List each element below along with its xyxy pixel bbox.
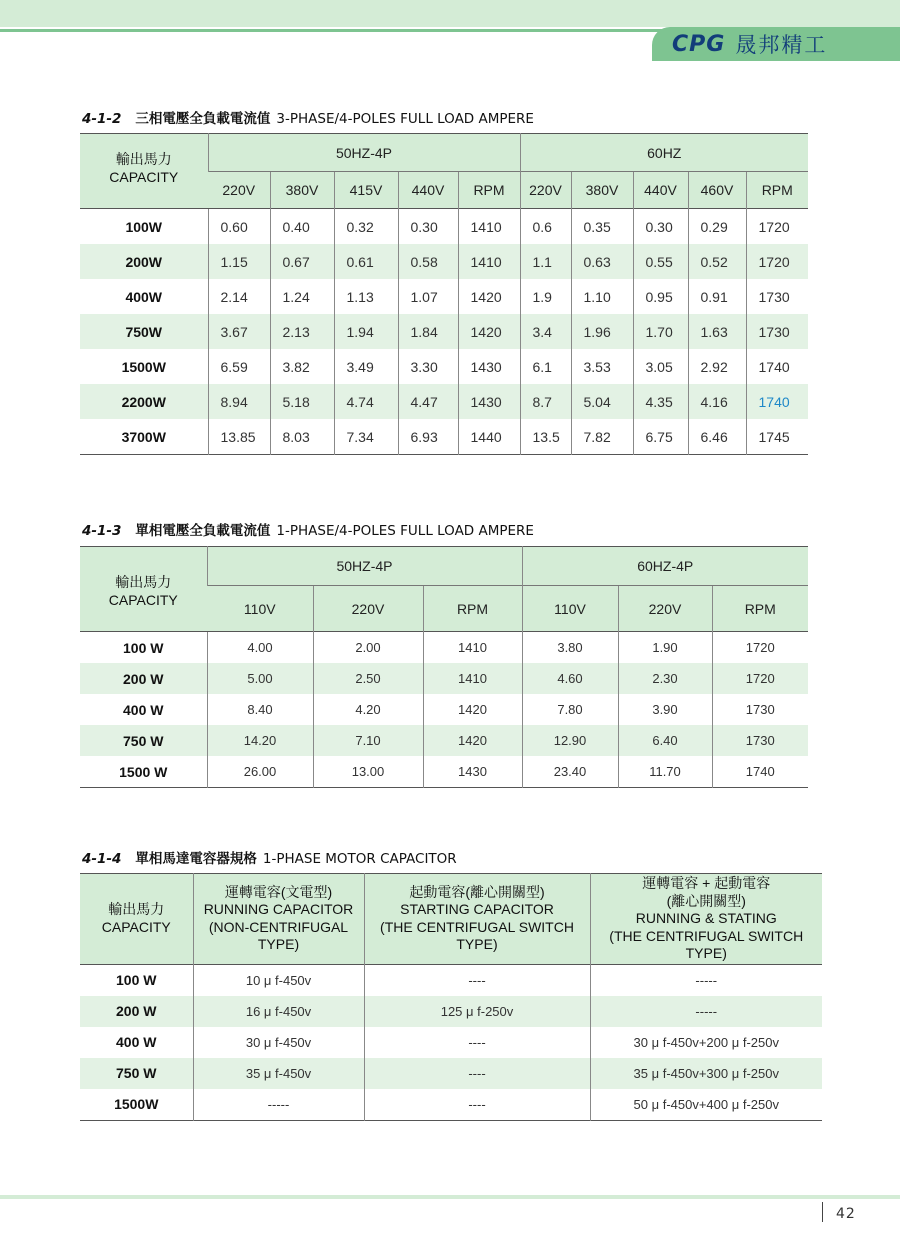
row-label: 400 W	[116, 1034, 157, 1050]
table-cell: 4.47	[398, 384, 458, 419]
table-cell: 7.10	[313, 725, 423, 756]
table-3phase-full-load	[80, 133, 808, 455]
table-cell: 1410	[423, 632, 522, 664]
row-label: 750 W	[80, 1058, 193, 1089]
section-title-zh: 單相馬達電容器規格	[135, 851, 257, 867]
table-cell: 0.52	[688, 244, 746, 279]
row-label: 200W	[80, 244, 208, 279]
section-title-zh: 三相電壓全負載電流值	[135, 111, 271, 127]
row-label: 1500W	[121, 358, 166, 375]
table-cell: 0.6	[520, 209, 571, 245]
footer-rule	[0, 1195, 900, 1199]
capacity-header-en: CAPACITY	[101, 918, 171, 935]
row-label: 100W	[80, 209, 208, 245]
table-row	[80, 209, 808, 245]
section-number: 4-1-3	[82, 523, 122, 539]
table-cell: 4.00	[207, 632, 313, 664]
table-cell: -----	[193, 1089, 364, 1121]
running-capacitor-header	[193, 874, 364, 965]
table-cell: 1745	[746, 419, 808, 455]
table-cell: 35 μ f-450v	[193, 1058, 364, 1089]
table-cell: 6.40	[618, 725, 712, 756]
table-cell: 1.07	[398, 279, 458, 314]
group-header-60hz: 60HZ	[520, 134, 808, 172]
table-cell: -----	[590, 964, 822, 996]
table-cell: 7.82	[571, 419, 633, 455]
row-label: 2200W	[80, 384, 208, 419]
table-cell: 30 μ f-450v+200 μ f-250v	[590, 1027, 822, 1058]
header-line: 運轉電容(文電型)	[224, 883, 333, 900]
table-row	[80, 1058, 822, 1089]
brand-logo: CPG	[672, 31, 726, 57]
table-cell: 2.14	[208, 279, 270, 314]
capacity-header-zh: 輸出馬力	[108, 901, 165, 918]
table-cell: 1.24	[270, 279, 334, 314]
row-label: 100 W	[80, 964, 193, 996]
table-cell: 0.67	[270, 244, 334, 279]
table-cell: 4.60	[522, 663, 618, 694]
table-cell: 2.00	[313, 632, 423, 664]
table-cell: 0.32	[334, 209, 398, 245]
table-cell: ----	[364, 1058, 590, 1089]
section-title-en: 1-PHASE/4-POLES FULL LOAD AMPERE	[276, 523, 534, 539]
table-cell: 0.58	[398, 244, 458, 279]
table-cell: 3.49	[334, 349, 398, 384]
table-cell: 1.10	[571, 279, 633, 314]
table-cell: ----	[364, 1027, 590, 1058]
table-cell: 4.35	[633, 384, 688, 419]
table-cell: 3.82	[270, 349, 334, 384]
table-cell: 3.90	[618, 694, 712, 725]
table-cell: 13.5	[520, 419, 571, 455]
table-cell: 4.20	[313, 694, 423, 725]
column-header: RPM	[746, 172, 808, 209]
header-line: 起動電容(離心開關型)	[409, 883, 545, 900]
table-cell: 3.80	[522, 632, 618, 664]
table-cell: 1420	[458, 314, 520, 349]
table-cell: 3.4	[520, 314, 571, 349]
table-cell: 1.13	[334, 279, 398, 314]
row-label: 3700W	[121, 428, 166, 445]
group-header-50hz: 50HZ-4P	[207, 547, 522, 586]
table-cell: ----	[364, 1089, 590, 1121]
table-cell: 50 μ f-450v+400 μ f-250v	[590, 1089, 822, 1121]
column-header: 220V	[520, 172, 571, 209]
capacity-header-zh: 輸出馬力	[115, 151, 172, 167]
table-cell: 8.40	[207, 694, 313, 725]
table-row	[80, 756, 808, 788]
table-cell: 0.95	[633, 279, 688, 314]
table-cell: 13.85	[208, 419, 270, 455]
row-label: 400W	[125, 288, 163, 305]
table-1phase-full-load	[80, 546, 808, 788]
capacity-header-en: CAPACITY	[108, 591, 178, 608]
page-number-divider	[822, 1202, 823, 1222]
table-cell: 1.84	[398, 314, 458, 349]
table-cell: 4.74	[334, 384, 398, 419]
table-row	[80, 632, 808, 664]
header-line: (離心開關型)	[666, 892, 746, 909]
table-cell: 30 μ f-450v	[193, 1027, 364, 1058]
table-row	[80, 279, 808, 314]
table-cell: 8.7	[520, 384, 571, 419]
header-band	[0, 0, 900, 27]
table-cell: 1.1	[520, 244, 571, 279]
starting-capacitor-header	[364, 874, 590, 965]
table-cell: 1430	[423, 756, 522, 788]
table-cell: 3.05	[633, 349, 688, 384]
table-row	[80, 694, 808, 725]
column-header: RPM	[712, 586, 808, 632]
table-cell: 1730	[712, 725, 808, 756]
table-cell: 1420	[458, 279, 520, 314]
brand-tab	[652, 27, 900, 61]
table-row	[80, 314, 808, 349]
table-cell: 1.63	[688, 314, 746, 349]
table-cell: 4.16	[688, 384, 746, 419]
header-line: STARTING CAPACITOR	[400, 901, 554, 918]
column-header: 220V	[313, 586, 423, 632]
row-label: 750 W	[80, 725, 207, 756]
capacity-header-zh: 輸出馬力	[115, 573, 172, 590]
table-cell: 1720	[712, 632, 808, 664]
header-line: (THE CENTRIFUGAL SWITCH TYPE)	[609, 927, 804, 961]
table-cell: 1720	[746, 244, 808, 279]
table-cell: 26.00	[207, 756, 313, 788]
row-label: 750W	[80, 314, 208, 349]
table-cell: 5.18	[270, 384, 334, 419]
group-header-60hz: 60HZ-4P	[522, 547, 808, 586]
table-cell: 5.00	[207, 663, 313, 694]
table-cell: 6.46	[688, 419, 746, 455]
header-line: (THE CENTRIFUGAL SWITCH TYPE)	[380, 918, 574, 953]
table-row	[80, 964, 822, 996]
section-title-4-1-3	[82, 519, 534, 539]
table-row	[80, 419, 808, 455]
column-header: 460V	[688, 172, 746, 209]
table-cell: 12.90	[522, 725, 618, 756]
column-header: 220V	[618, 586, 712, 632]
table-cell: 1740	[746, 349, 808, 384]
header-line: 運轉電容 + 起動電容	[642, 875, 771, 891]
table-cell: 6.1	[520, 349, 571, 384]
capacity-header-en: CAPACITY	[109, 169, 179, 185]
table-cell: 1730	[746, 314, 808, 349]
table-cell: 1440	[458, 419, 520, 455]
table-cell: 1410	[423, 663, 522, 694]
table-row	[80, 725, 808, 756]
row-label: 400 W	[123, 701, 164, 718]
column-header: RPM	[458, 172, 520, 209]
table-cell: 1430	[458, 384, 520, 419]
table-cell: 0.35	[571, 209, 633, 245]
running-starting-capacitor-header	[590, 874, 822, 965]
table-cell: 3.67	[208, 314, 270, 349]
section-number: 4-1-2	[82, 111, 122, 127]
column-header: 440V	[633, 172, 688, 209]
table-cell: 0.91	[688, 279, 746, 314]
table-cell: 0.30	[633, 209, 688, 245]
column-header: 440V	[398, 172, 458, 209]
table-cell: 6.93	[398, 419, 458, 455]
table-cell: 1.70	[633, 314, 688, 349]
table-cell: 125 μ f-250v	[364, 996, 590, 1027]
table-row	[80, 663, 808, 694]
table-cell: 16 μ f-450v	[193, 996, 364, 1027]
table-cell: 0.60	[208, 209, 270, 245]
column-header: 110V	[522, 586, 618, 632]
column-header: 380V	[270, 172, 334, 209]
table-cell: 0.29	[688, 209, 746, 245]
table-cell: 1.94	[334, 314, 398, 349]
row-label: 200 W	[80, 663, 207, 694]
table-cell: 1410	[458, 244, 520, 279]
table-cell: 14.20	[207, 725, 313, 756]
table-motor-capacitor	[80, 873, 822, 1121]
table-cell: -----	[590, 996, 822, 1027]
table-cell: 2.13	[270, 314, 334, 349]
table-row	[80, 244, 808, 279]
table-cell: 35 μ f-450v+300 μ f-250v	[590, 1058, 822, 1089]
table-row	[80, 996, 822, 1027]
table-cell: 0.55	[633, 244, 688, 279]
column-header: 415V	[334, 172, 398, 209]
table-cell: 1.96	[571, 314, 633, 349]
header-line: (NON-CENTRIFUGAL TYPE)	[208, 918, 349, 953]
section-title-4-1-2	[82, 107, 534, 127]
capacity-header	[80, 874, 193, 965]
table-cell: 5.04	[571, 384, 633, 419]
section-title-en: 3-PHASE/4-POLES FULL LOAD AMPERE	[276, 111, 534, 127]
table-cell: 13.00	[313, 756, 423, 788]
column-header: 380V	[571, 172, 633, 209]
table-cell: 1430	[458, 349, 520, 384]
row-label: 1500W	[114, 1096, 159, 1112]
table-cell: 3.30	[398, 349, 458, 384]
section-title-zh: 單相電壓全負載電流值	[135, 523, 271, 539]
page-number: 42	[836, 1206, 856, 1222]
table-row	[80, 349, 808, 384]
table-cell: 1410	[458, 209, 520, 245]
table-cell: 1720	[746, 209, 808, 245]
table-row	[80, 1089, 822, 1121]
column-header: 110V	[207, 586, 313, 632]
section-number: 4-1-4	[82, 851, 122, 867]
table-cell: 10 μ f-450v	[193, 964, 364, 996]
row-label: 1500 W	[119, 763, 168, 780]
table-cell: 7.80	[522, 694, 618, 725]
header-line: RUNNING CAPACITOR	[203, 901, 354, 918]
table-cell: 0.61	[334, 244, 398, 279]
table-cell: 1420	[423, 725, 522, 756]
table-cell: 1730	[712, 694, 808, 725]
table-cell: 1740	[746, 384, 808, 419]
table-cell: 3.53	[571, 349, 633, 384]
table-row	[80, 384, 808, 419]
brand-name: 晟邦精工	[735, 33, 828, 57]
table-cell: 0.30	[398, 209, 458, 245]
column-header: RPM	[423, 586, 522, 632]
table-cell: 11.70	[618, 756, 712, 788]
table-cell: 1730	[746, 279, 808, 314]
section-title-en: 1-PHASE MOTOR CAPACITOR	[262, 851, 457, 867]
capacity-header	[80, 134, 208, 209]
table-cell: 0.40	[270, 209, 334, 245]
table-cell: 0.63	[571, 244, 633, 279]
table-cell: 2.30	[618, 663, 712, 694]
table-cell: 1720	[712, 663, 808, 694]
row-label: 100 W	[80, 632, 207, 664]
table-cell: 1420	[423, 694, 522, 725]
column-header: 220V	[208, 172, 270, 209]
table-cell: 2.50	[313, 663, 423, 694]
table-cell: 1740	[712, 756, 808, 788]
table-cell: 1.15	[208, 244, 270, 279]
header-line: RUNNING & STATING	[635, 910, 777, 926]
table-row	[80, 1027, 822, 1058]
table-cell: 1.9	[520, 279, 571, 314]
table-cell: 23.40	[522, 756, 618, 788]
table-cell: 1.90	[618, 632, 712, 664]
row-label: 200 W	[80, 996, 193, 1027]
capacity-header	[80, 547, 207, 632]
table-cell: 8.03	[270, 419, 334, 455]
table-cell: 8.94	[208, 384, 270, 419]
table-cell: ----	[364, 964, 590, 996]
table-cell: 2.92	[688, 349, 746, 384]
section-title-4-1-4	[82, 847, 457, 867]
table-cell: 6.75	[633, 419, 688, 455]
table-cell: 7.34	[334, 419, 398, 455]
group-header-50hz: 50HZ-4P	[208, 134, 520, 172]
table-cell: 6.59	[208, 349, 270, 384]
